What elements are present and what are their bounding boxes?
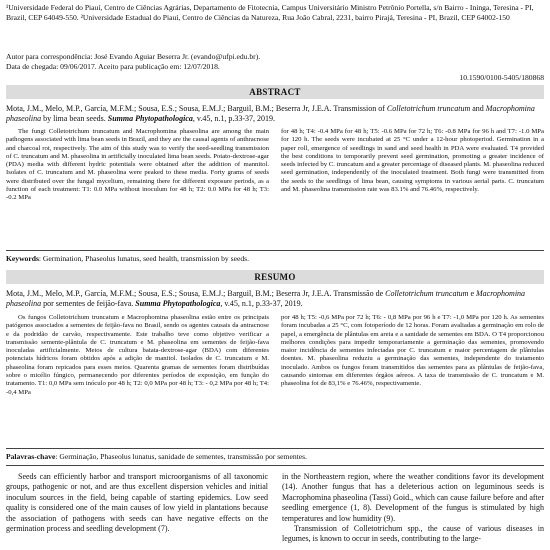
resumo-heading: RESUMO <box>6 270 544 284</box>
citation-journal: Summa Phytopathologica <box>135 299 221 309</box>
divider <box>6 465 544 466</box>
received-dates: Data de chegada: 09/06/2017. Aceito para publicação em: 12/07/2018. <box>6 61 220 71</box>
citation-journal: Summa Phytopathologica <box>107 114 193 124</box>
body-paragraph: Transmission of Colletotrichum spp., the cause of various diseases in legumes, is known to occur in seeds, contributing to the large- <box>282 524 544 544</box>
correspondence-and-dates <box>6 52 544 71</box>
citation-conjunction: e <box>468 289 477 298</box>
resumo-citation <box>6 289 544 310</box>
keywords-label: Keywords <box>6 254 39 263</box>
resumo-columns <box>6 314 544 397</box>
resumo-keywords <box>6 452 544 462</box>
citation-authors: Mota, J.M., Melo, M.P., García, M.F.M.; Sousa, E.S.; Sousa, E.M.J.; Barguil, B.M.; Beserra Jr, J.E.A. Transmission of <box>6 104 387 113</box>
divider <box>6 250 544 251</box>
body-col-right <box>282 472 544 545</box>
abstract-columns <box>6 128 544 203</box>
resumo-col-right: por 48 h; T5: -0,6 MPa por 72 h; T6: - 0,8 MPa por 96 h e T7: -1,0 MPa por 120 h. As sementes foram incubadas a 25 °C, com fotoperíodo de 12 horas. Foram avaliadas a germinação em rolo de papel, a emergência de plântulas em areia e a sanidade de sementes em BDA. O T4 proporcionou melhores condições para impedir temporariamente a germinação das sementes, promovendo maior incidência de sementes infectadas por C. truncatum e maior percentagem de plântulas doentes. M. phaseolina reduziu a germinação das sementes, independente do tratamento inoculado. Ambos os fungos foram transmitidos das sementes para as plântulas de feijão-fava, causando sintomas em diferentes órgãos aéreos. A taxa de transmissão de C. truncatum e M. phaseolina foi de 83,1% e 76.46%, respectivamente. <box>281 314 544 388</box>
doi[interactable]: 10.1590/0100-5405/180868 <box>459 73 544 82</box>
body-col-left: Seeds can efficiently harbor and transport microorganisms of all taxonomic groups, pathogenic or not, and are thus excellent dispersion vehicles and initial inoculum sources in the field, being capable of starting epidemics. Low seed quality is considered one of the main causes of low yield in plantations because the association of pathogens with seeds can have negative effects on the germination process and seedling development (7). <box>6 472 268 534</box>
abstract-citation <box>6 104 544 125</box>
resumo-col-left: Os fungos Colletotrichum truncatum e Macrophomina phaseolina estão entre os principais patógenos associados a sementes de feijão-fava no Brasil, sendo os agentes causais da antracnose e da podridão de carvão, respectivamente. Este trabalho teve como objetivo verificar a transmissão semente-plântula de C. truncatum e M. phaseolina em sementes de feijão-fava inoculadas artificialmente. Meios de cultura batata-dextrose-agar (BDA) com diferentes potenciais hídricos foram obtidos após a adição de manitol. Isolados de C. truncatum e M. phaseolina foram repicados para esses meios. Quarenta gramas de sementes foram distribuídas sobre o micélio fúngico, permanecendo por diferentes períodos de exposição, em função do tratamento. T1: 0,0 MPa sem inóculo por 48 h; T2: 0,0 MPa por 48 h; T3: - 0,2 MPa por 48 h; T4: -0,4 MPa <box>6 314 269 396</box>
abstract-col-left: The fungi Colletotrichum truncatum and Macrophomina phaseolina are among the main pathogens associated with lima bean seeds in Brazil, and they are the causal agents of anthracnose and charcoal rot, respectively. The aim of this study was to verify the seed-seedling transmission of C. truncatum and M. phaseolina in artificially inoculated lima bean seeds. Potato-dextrose-agar (PDA) media with different hydric potentials were obtained after the addition of mannitol. Isolates of C. truncatum and M. phaseolina were peaked to these media. Forty grams of seeds were distributed over the fungal mycelium, remaining there for different exposure periods, as a function of each treatment: T1: 0.0 MPa without inoculum for 48 h; T2: 0.0 MPa for 48 h; T3: -0.2 MPa <box>6 128 269 202</box>
citation-species: Macrophomina phaseolina <box>6 104 535 124</box>
citation-title: by lima bean seeds. <box>41 114 108 124</box>
citation-reference: , v.45, n.1, p.33-37, 2019. <box>220 299 303 309</box>
citation-species: Colletotrichum truncatum <box>386 104 471 113</box>
citation-authors: Mota, J.M., Melo, M.P., García, M.F.M.; Sousa, E.S.; Sousa, E.M.J.; Barguil, B.M.; Beserra Jr, J.E.A. Transmissão de <box>6 289 386 298</box>
abstract-keywords <box>6 254 544 264</box>
keywords-label: Palavras-chave <box>6 452 56 461</box>
author-contact: Autor para correspondência: José Evando Aguiar Beserra Jr. (evando@ufpi.edu.br). <box>6 52 261 61</box>
abstract-heading: ABSTRACT <box>6 85 544 99</box>
keywords-text: : Germinação, Phaseolus lunatus, sanidade de sementes, transmissão por sementes. <box>55 452 307 461</box>
citation-title: por sementes de feijão-fava. <box>41 299 136 309</box>
article-body <box>6 472 544 545</box>
citation-reference: , v.45, n.1, p.33-37, 2019. <box>192 114 276 124</box>
affiliations: ¹Universidade Federal do Piauí, Centro de Ciências Agrárias, Departamento de Fitotecnia, Campus Universitário Ministro Petrônio Portella, s/n Bairro - Ininga, Teresina - PI, Brazil, CEP 64049-550. ²Universidade Estadual do Piauí, Centro de Ciências da Natureza, Rua João Cabral, 2231, bairro Pirajá, Teresina - PI, Brazil, CEP 64002-150 <box>6 3 534 22</box>
citation-species: Colletotrichum truncatum <box>385 289 469 298</box>
citation-conjunction: and <box>470 104 486 113</box>
citation-species: Macrophomina phaseolina <box>6 289 526 309</box>
body-paragraph: in the Northeastern region, where the weather conditions favor its development (14). Another fungus that has a deleterious action on leguminous seeds is Macrophomina phaseolina (Tassi) Goid., which can cause failure before and after seedling emergence (1, 8). Development of the fungus is stimulated by high temperatures and low humidity (9). <box>282 472 544 523</box>
keywords-text: : Germination, Phaseolus lunatus, seed health, transmission by seeds. <box>38 254 249 263</box>
abstract-col-right: for 48 h; T4: -0.4 MPa for 48 h; T5: -0.6 MPa for 72 h; T6: -0.8 MPa for 96 h and T7: -1.0 MPa for 120 h. The seeds were incubated at 25 °C under a 12-hour photoperiod. Germination in a paper roll, emergence of seedlings in sand and seed health in PDA were evaluated. T4 provided the best conditions to temporarily prevent seed germination, promoting a greater incidence of seeds infected by C. truncatum and a greater percentage of diseased plants. M. phaseolina reduced seed germination, independently of the inoculated treatment. Both fungi were transmitted from the seeds to the seedlings of lima bean, causing symptoms in various aerial parts. C. truncatum and M. phaseolina transmission rate was 83.1% and 76.46%, respectively. <box>281 128 544 194</box>
divider <box>6 448 544 449</box>
